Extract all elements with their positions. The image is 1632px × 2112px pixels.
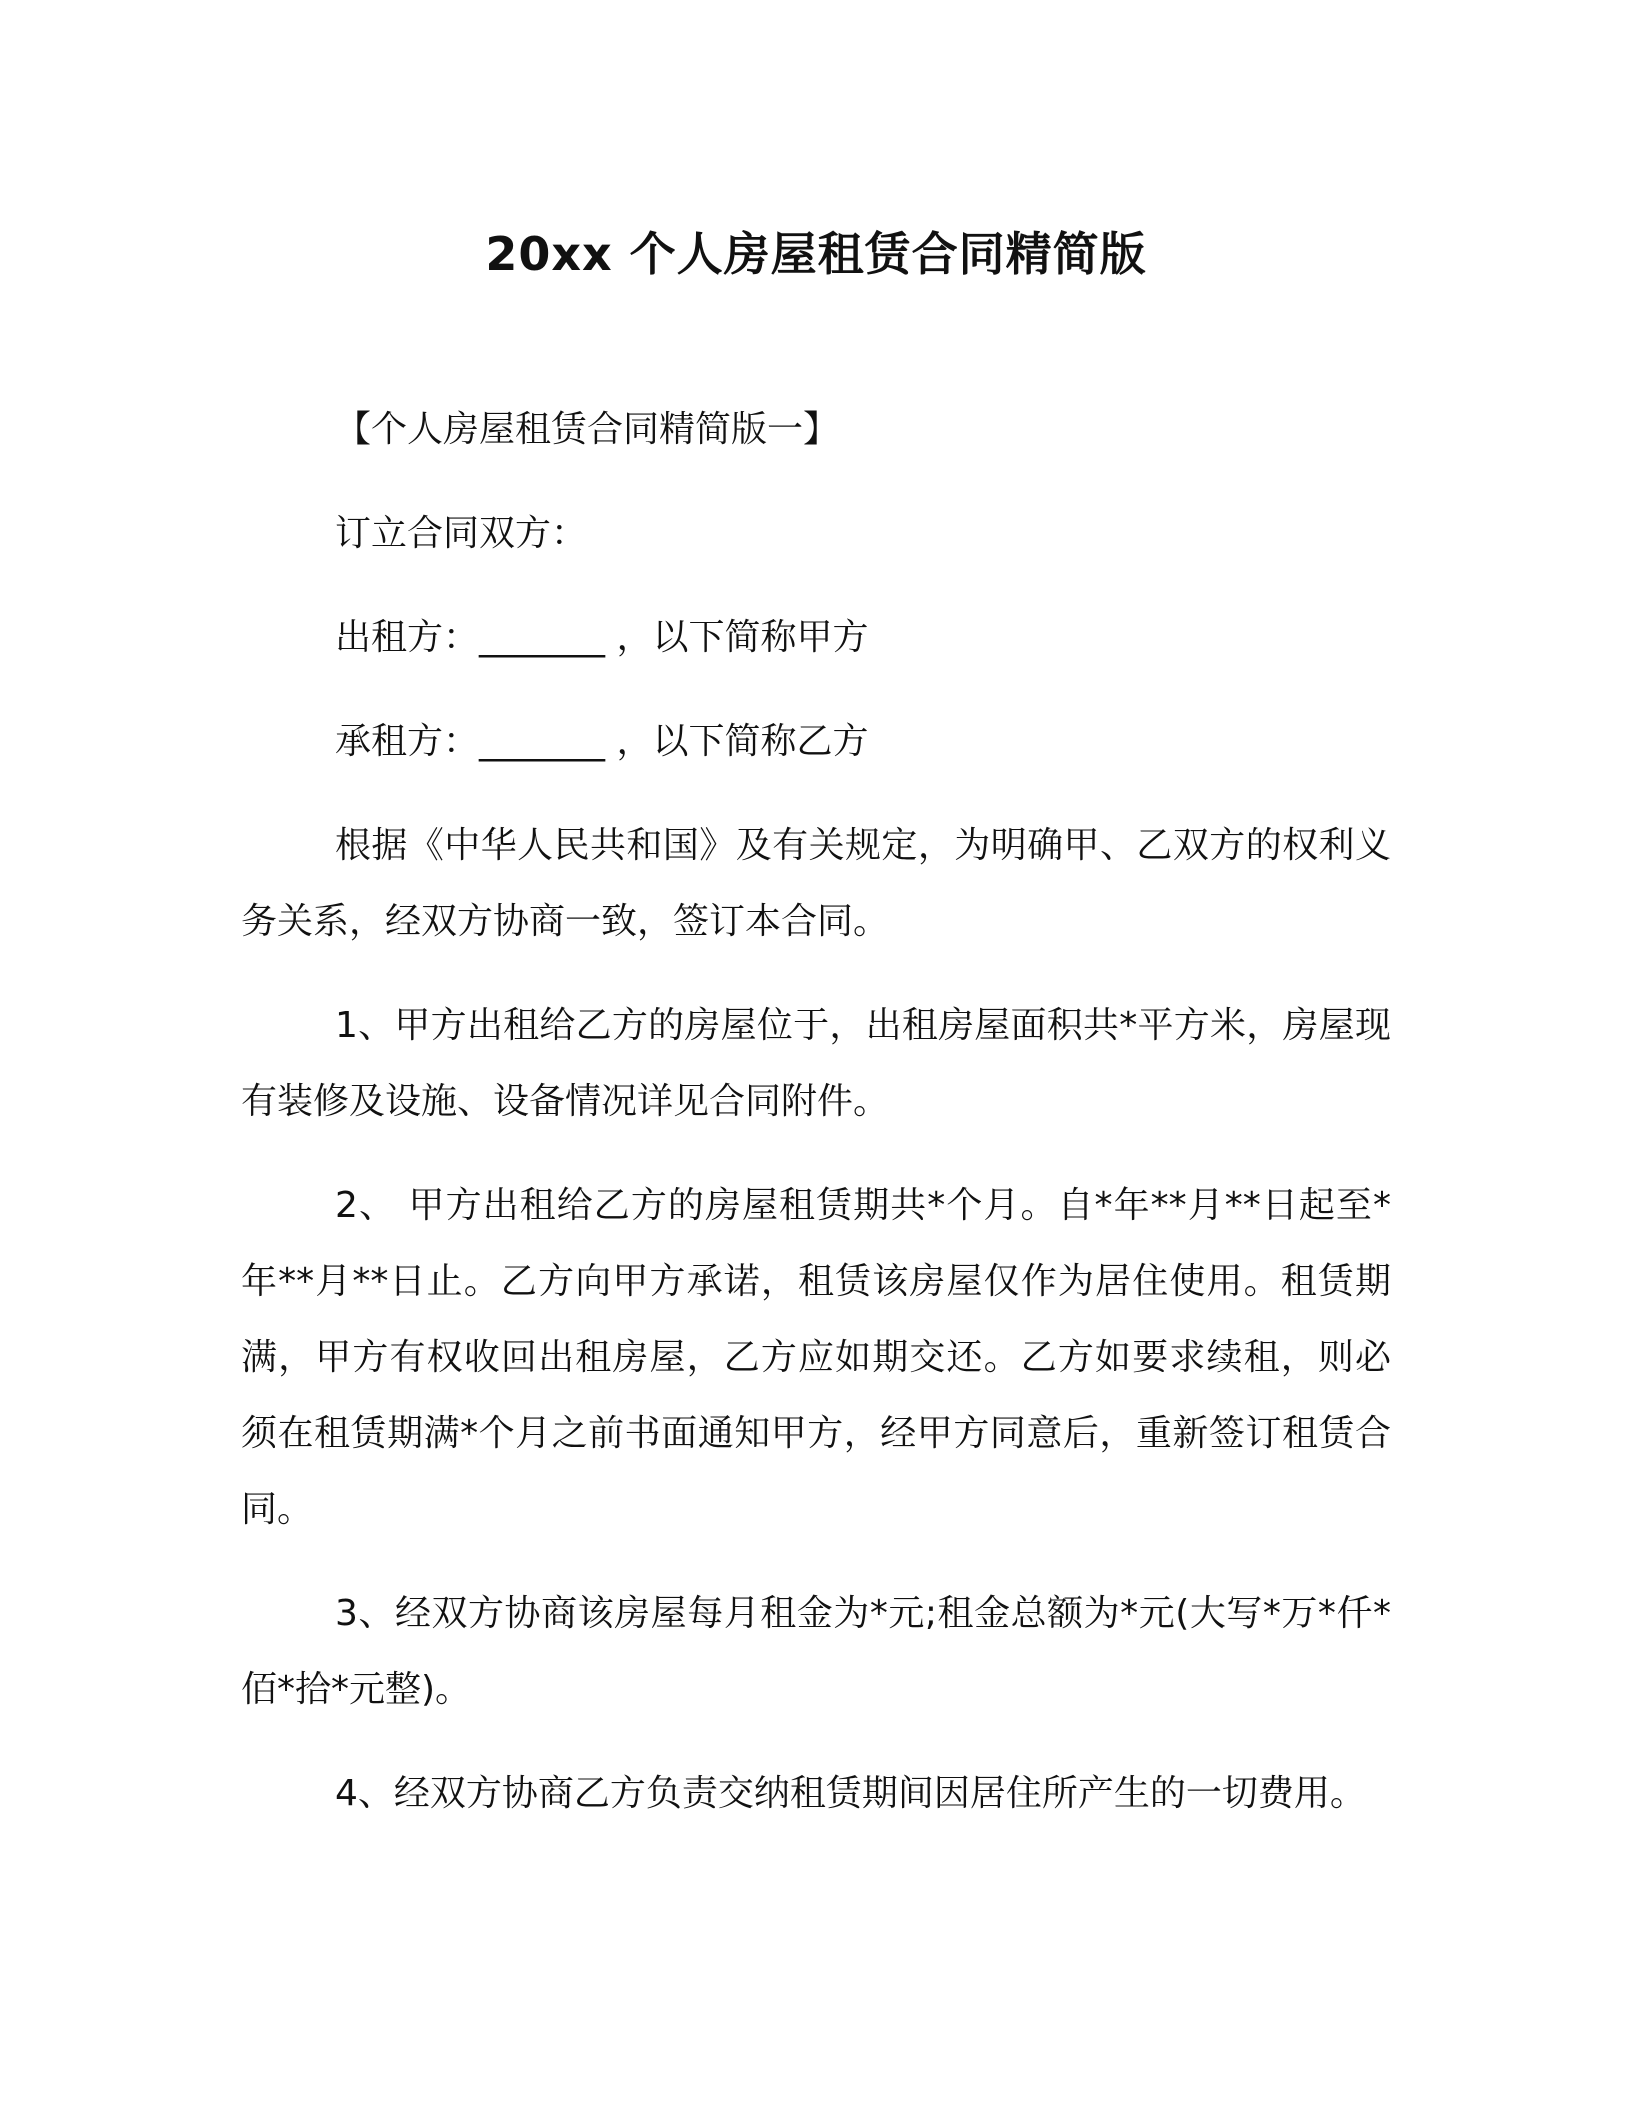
section-heading: 【个人房屋租赁合同精简版一】: [335, 409, 840, 450]
paragraph-parties: 订立合同双方：: [335, 513, 588, 554]
paragraph-preamble: 根据《中华人民共和国》及有关规定，为明确甲、乙双方的权利义务关系，经双方协商一致，签订本合同。: [241, 825, 1391, 942]
paragraph-lessor: 出租方：_______ ，以下简称甲方: [335, 617, 869, 658]
paragraph-clause-4: 4、经双方协商乙方负责交纳租赁期间因居住所产生的一切费用。: [335, 1773, 1366, 1814]
paragraph-clause-2: 2、 甲方出租给乙方的房屋租赁期共*个月。自*年**月**日起至*年**月**日止。乙方向甲方承诺，租赁该房屋仅作为居住使用。租赁期满，甲方有权收回出租房屋，乙方应如期交还。乙方如要求续租，则必须在租赁期满*个月之前书面通知甲方，经甲方同意后，重新签订租赁合同。: [241, 1185, 1391, 1530]
document-title: 20xx 个人房屋租赁合同精简版: [485, 227, 1147, 281]
paragraph-lessee: 承租方：_______ ，以下简称乙方: [335, 721, 869, 762]
paragraph-clause-3: 3、经双方协商该房屋每月租金为*元;租金总额为*元(大写*万*仟*佰*拾*元整)。: [241, 1593, 1391, 1710]
paragraph-clause-1: 1、甲方出租给乙方的房屋位于，出租房屋面积共*平方米，房屋现有装修及设施、设备情况详见合同附件。: [241, 1005, 1391, 1122]
document-body: [241, 392, 1391, 1860]
